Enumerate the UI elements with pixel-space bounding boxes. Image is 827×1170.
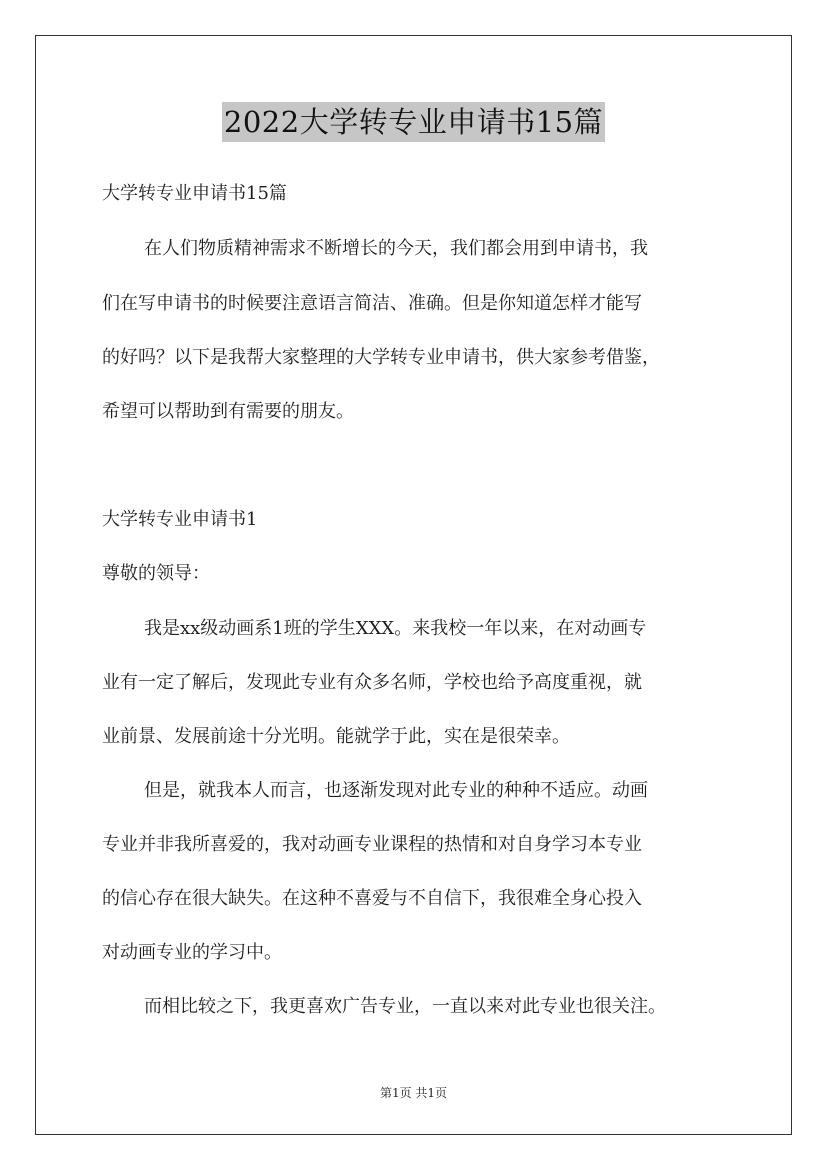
title-container — [0, 102, 827, 142]
page-number-footer: 第1页 共1页 — [379, 1086, 448, 1100]
paragraph-line: 的信心存在很大缺失。在这种不喜爱与不自信下，我很难全身心投入 — [102, 888, 642, 909]
document-subtitle: 大学转专业申请书15篇 — [102, 183, 287, 204]
intro-line: 在人们物质精神需求不断增长的今天，我们都会用到申请书，我 — [144, 238, 648, 259]
intro-line: 们在写申请书的时候要注意语言简洁、准确。但是你知道怎样才能写 — [102, 293, 642, 314]
section-heading: 大学转专业申请书1 — [102, 509, 258, 530]
paragraph-line: 对动画专业的学习中。 — [102, 942, 282, 963]
paragraph-line: 业有一定了解后，发现此专业有众多名师，学校也给予高度重视，就 — [102, 672, 642, 693]
intro-line: 希望可以帮助到有需要的朋友。 — [102, 401, 354, 422]
document-title: 2022大学转专业申请书15篇 — [222, 102, 605, 142]
salutation: 尊敬的领导： — [102, 563, 210, 584]
paragraph-line: 业前景、发展前途十分光明。能就学于此，实在是很荣幸。 — [102, 726, 570, 747]
intro-line: 的好吗？以下是我帮大家整理的大学转专业申请书，供大家参考借鉴， — [102, 347, 660, 368]
paragraph-line: 我是xx级动画系1班的学生XXX。来我校一年以来，在对动画专 — [144, 618, 647, 639]
paragraph-line: 而相比较之下，我更喜欢广告专业，一直以来对此专业也很关注。 — [144, 996, 666, 1017]
paragraph-line: 专业并非我所喜爱的，我对动画专业课程的热情和对自身学习本专业 — [102, 834, 642, 855]
paragraph-line: 但是，就我本人而言，也逐渐发现对此专业的种种不适应。动画 — [144, 780, 648, 801]
